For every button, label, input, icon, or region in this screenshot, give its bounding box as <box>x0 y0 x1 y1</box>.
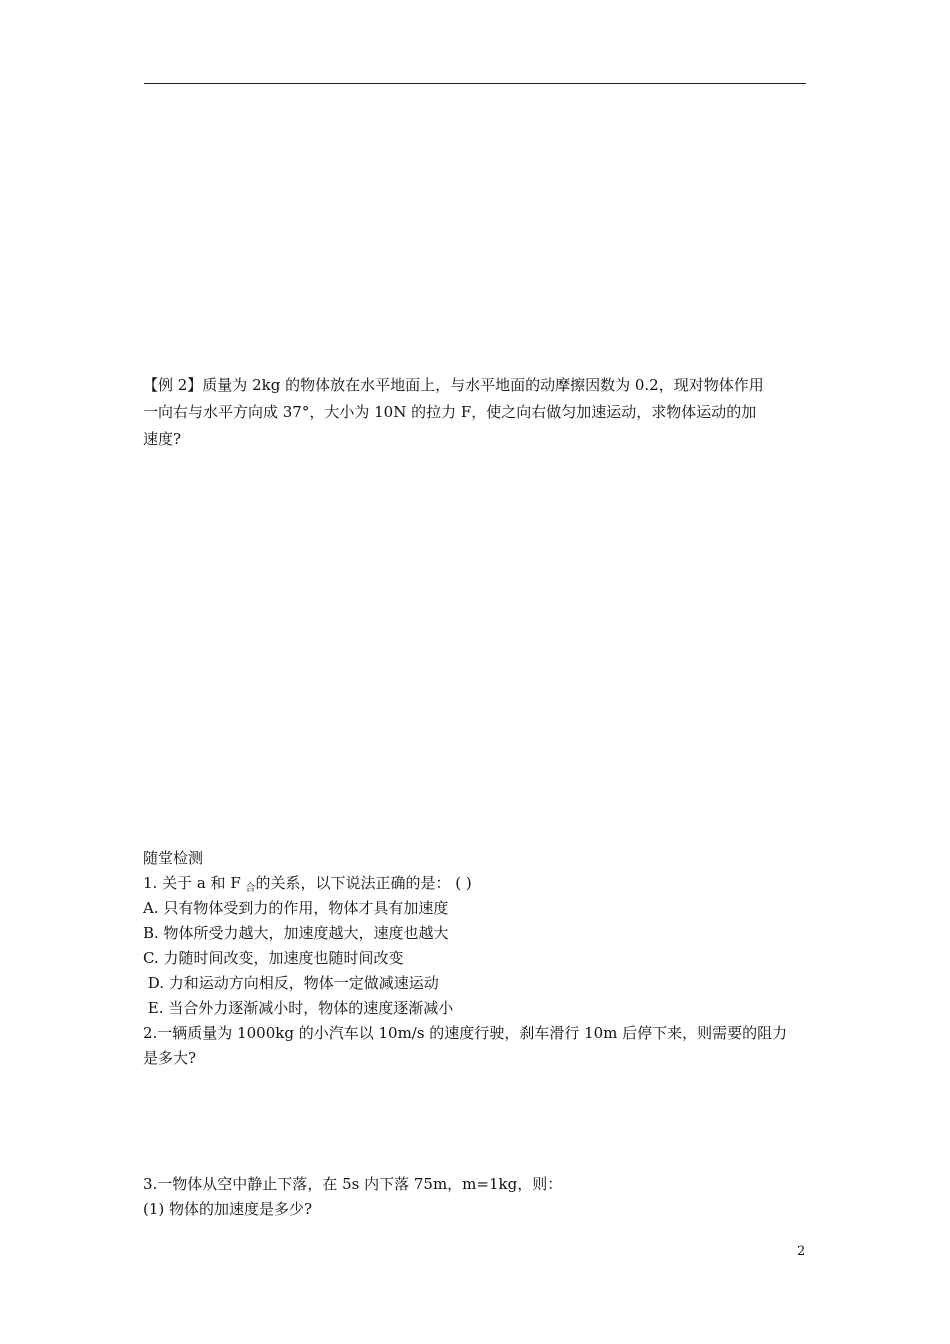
question-3-line-1: 3.一物体从空中静止下落，在 5s 内下落 75m，m=1kg，则： <box>143 1175 563 1193</box>
example-2-line-2: 一向右与水平方向成 37°，大小为 10N 的拉力 F，使之向右做匀加速运动，求物体运动的加 <box>143 403 757 421</box>
question-1-option-e: E. 当合外力逐渐减小时，物体的速度逐渐减小 <box>143 999 454 1017</box>
question-1-stem <box>143 871 472 895</box>
question-3-line-2: (1) 物体的加速度是多少? <box>143 1200 313 1218</box>
quiz-title: 随堂检测 <box>143 849 204 867</box>
question-2-line-1: 2.一辆质量为 1000kg 的小汽车以 10m/s 的速度行驶，刹车滑行 10m 后停下来，则需要的阻力 <box>143 1024 788 1042</box>
question-1-stem-before: 1. 关于 a 和 F <box>143 874 246 892</box>
example-2-line-1: 【例 2】质量为 2kg 的物体放在水平地面上，与水平地面的动摩擦因数为 0.2，现对物体作用 <box>143 376 764 394</box>
question-1-option-c: C. 力随时间改变，加速度也随时间改变 <box>143 949 404 967</box>
question-1-stem-subscript: 合 <box>245 883 256 894</box>
question-1-option-b: B. 物体所受力越大，加速度越大，速度也越大 <box>143 924 449 942</box>
question-2-line-2: 是多大? <box>143 1049 197 1067</box>
question-1-option-d: D. 力和运动方向相反，物体一定做减速运动 <box>143 974 439 992</box>
question-1-stem-after: 的关系，以下说法正确的是： ( ) <box>255 874 472 892</box>
question-1-option-a: A. 只有物体受到力的作用，物体才具有加速度 <box>143 899 449 917</box>
header-rule <box>144 83 806 84</box>
page-number: 2 <box>797 1244 806 1259</box>
example-2-line-3: 速度? <box>143 430 182 448</box>
